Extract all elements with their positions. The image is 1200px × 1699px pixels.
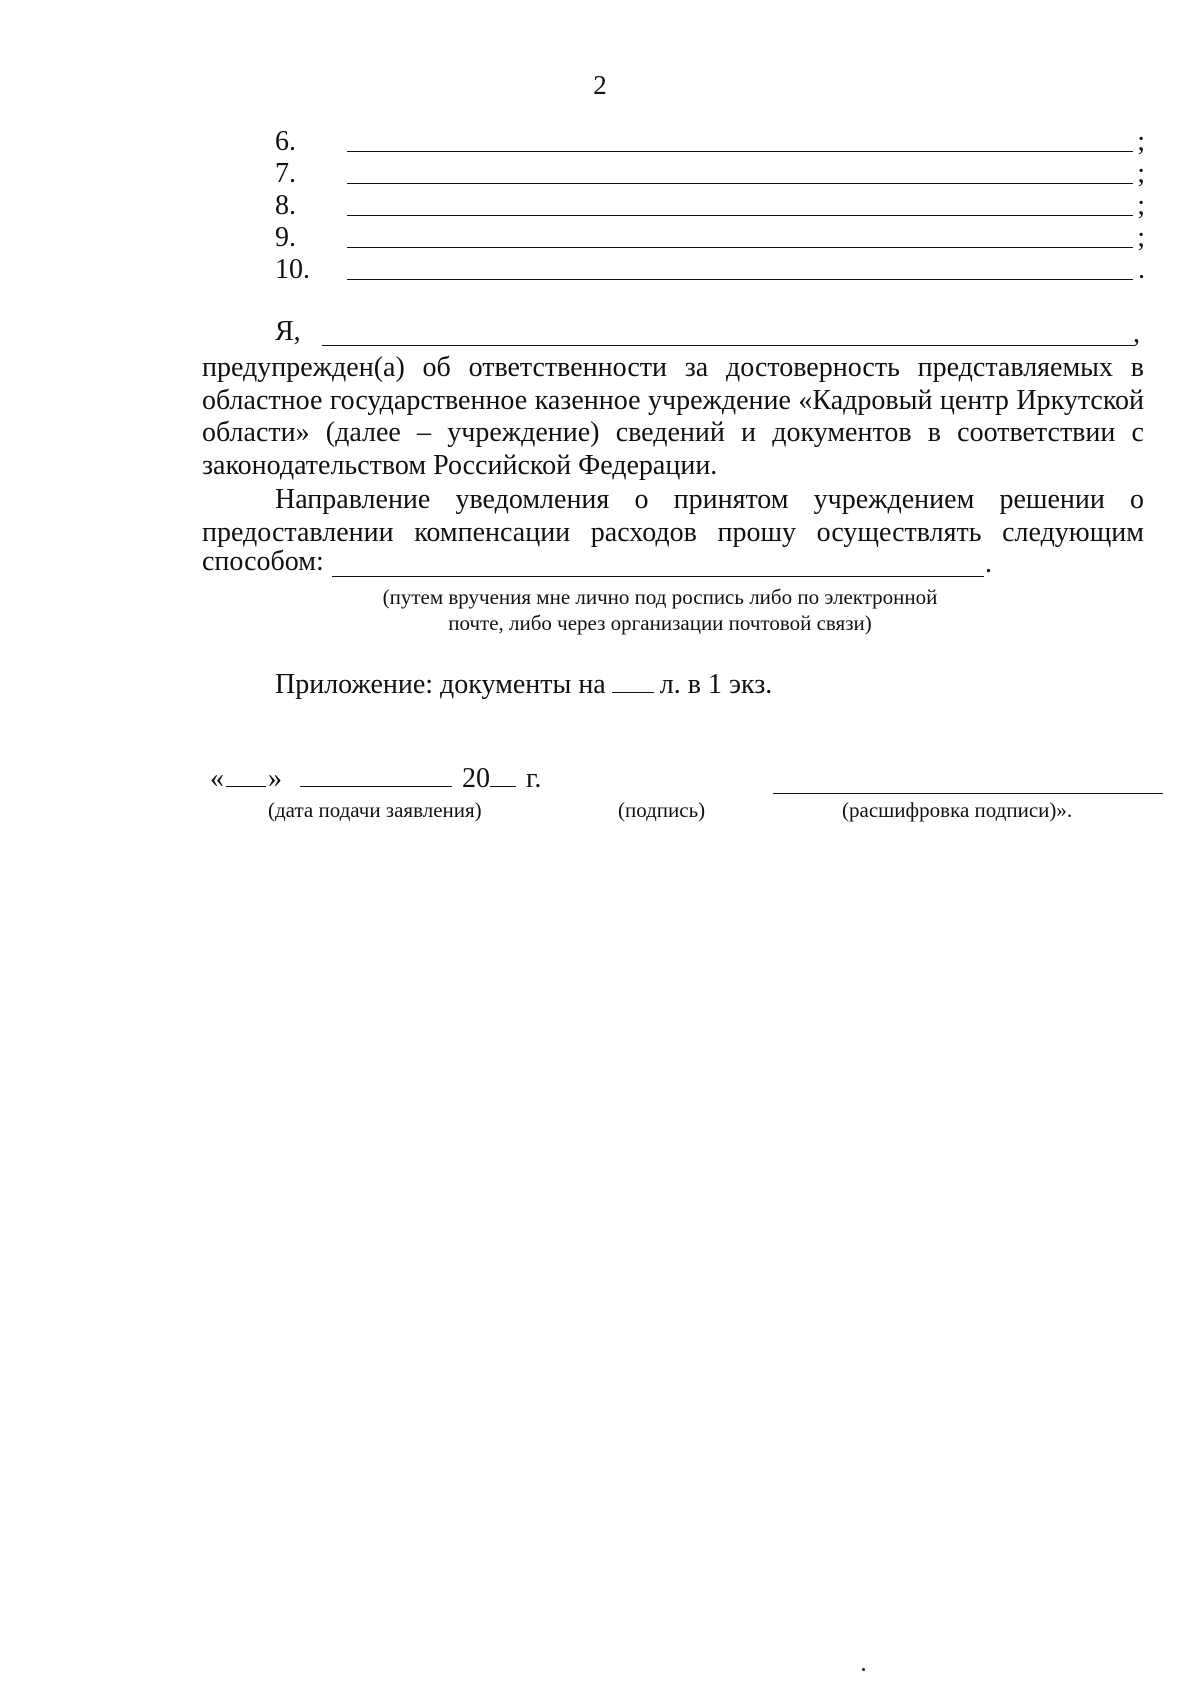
list-item-number: 10. — [275, 254, 310, 285]
page-number: 2 — [593, 70, 607, 100]
list-item — [275, 250, 1145, 284]
appendix-pages-blank[interactable] — [612, 668, 654, 693]
list-item-punct: ; — [1137, 190, 1145, 221]
list-item — [275, 122, 1145, 156]
list-item-number: 8. — [275, 190, 296, 221]
list-item — [275, 218, 1145, 252]
date-year-blank[interactable] — [490, 764, 516, 787]
date-row — [210, 764, 541, 793]
appendix-suffix: л. в 1 экз. — [659, 669, 773, 700]
list-item-punct: ; — [1137, 222, 1145, 253]
list-item-blank[interactable] — [347, 247, 1133, 248]
list-item-punct: ; — [1137, 158, 1145, 189]
date-year-prefix: 20 — [462, 763, 490, 794]
signature-caption: (подпись) — [618, 798, 706, 822]
list-item-blank[interactable] — [347, 215, 1133, 216]
notification-method-blank[interactable] — [332, 576, 984, 577]
list-item-number: 9. — [275, 222, 296, 253]
appendix-prefix: Приложение: документы на — [275, 669, 606, 700]
list-item-blank[interactable] — [347, 151, 1133, 152]
date-month-blank[interactable] — [300, 764, 452, 787]
list-item-punct: ; — [1137, 126, 1145, 157]
notification-method-label: способом: — [202, 546, 324, 577]
date-quote-open: « — [210, 763, 224, 794]
list-item — [275, 154, 1145, 188]
list-item-number: 6. — [275, 126, 296, 157]
list-item — [275, 186, 1145, 220]
notification-hint-line1: (путем вручения мне лично под роспись либо по электронной — [382, 585, 938, 609]
declarant-name-blank[interactable] — [322, 345, 1134, 346]
decoding-caption: (расшифровка подписи)». — [842, 798, 1073, 822]
notification-hint-line2: почте, либо через организации почтовой связи) — [448, 611, 872, 635]
list-item-blank[interactable] — [347, 183, 1133, 184]
date-caption: (дата подачи заявления) — [268, 798, 482, 822]
appendix-line — [275, 668, 772, 699]
notification-text: Направление уведомления о принятом учреждением решении о предоставлении компенсации расходов прошу осуществлять следующим — [202, 484, 1144, 548]
declaration-ya-label: Я, — [275, 316, 301, 347]
notification-method-end: . — [985, 548, 992, 579]
date-day-blank[interactable] — [226, 764, 266, 787]
list-item-number: 7. — [275, 158, 296, 189]
declaration-comma: , — [1133, 318, 1140, 349]
list-item-blank[interactable] — [347, 279, 1133, 280]
date-year-suffix: г. — [526, 763, 542, 794]
scan-dot-mark — [862, 1668, 865, 1671]
signature-decoding-blank[interactable] — [773, 793, 1163, 794]
list-item-punct: . — [1138, 254, 1145, 285]
date-quote-close: » — [268, 763, 282, 794]
declaration-text: предупрежден(а) об ответственности за достоверность представляемых в областное государственное казенное учреждение «Кадровый центр Иркутской области» (далее – учреждение) сведений и документов в соответствии с законодательством Российской Федерации. — [202, 352, 1144, 481]
